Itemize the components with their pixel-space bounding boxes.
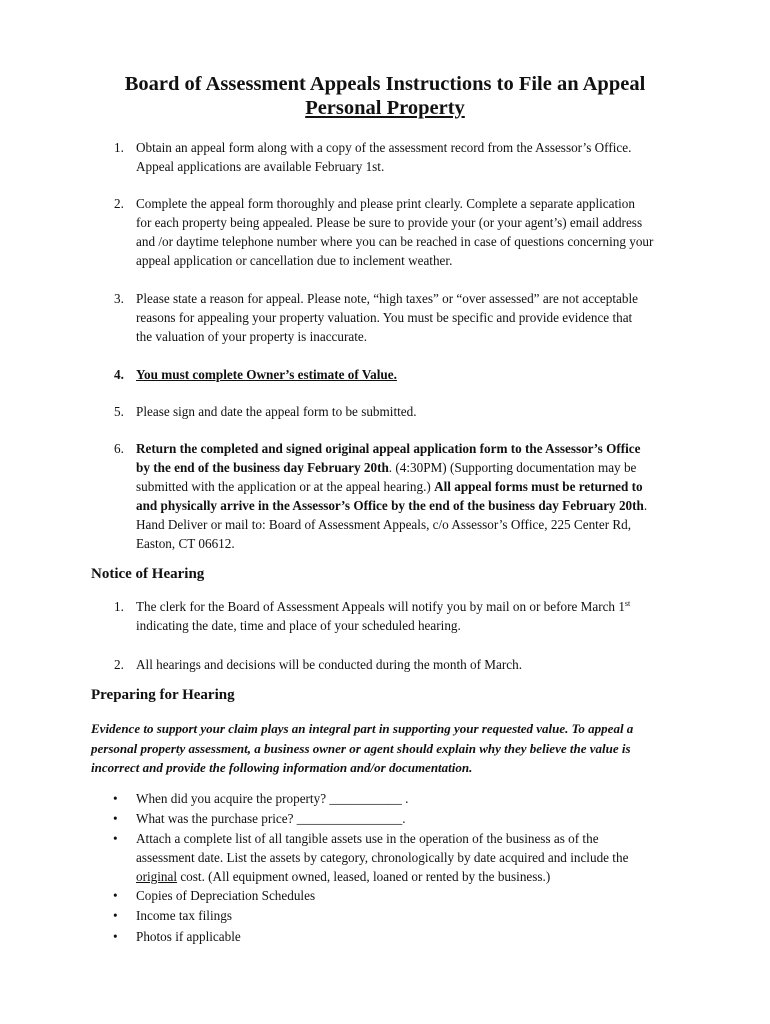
list-item-text-rest: cost. (All equipment owned, leased, loaned or rented by the business.) [177,869,551,884]
notice-line: indicating the date, time and place of your scheduled hearing. [136,618,461,633]
step-line: and /or daytime telephone number where you can be reached in case of questions concerning your [136,234,654,249]
evidence-paragraph [91,719,691,778]
evidence-line: incorrect and provide the following information and/or documentation. [91,760,473,775]
list-item-text: assessment date. List the assets by category, chronologically by date acquired and include the [136,850,629,865]
step-text [136,439,696,553]
return-requirement: All appeal forms must be returned to [434,479,643,494]
step-line: reasons for appealing your property valuation. You must be specific and provide evidence that [136,310,633,325]
step-text [136,138,696,176]
notice-heading: Notice of Hearing [91,566,205,582]
step-line-rest: . (4:30PM) (Supporting documentation may be [388,460,637,475]
step-number: 3. [114,291,124,306]
step-line: for each property being appealed. Please be sure to provide your (or your agent’s) email address [136,215,643,230]
step-number: 2. [114,196,124,211]
document-title: Board of Assessment Appeals Instructions to File an Appeal [124,73,646,95]
document-subtitle: Personal Property [305,97,465,119]
step-number: 5. [114,404,124,419]
step-line-rest: . [643,498,648,513]
preparing-heading: Preparing for Hearing [91,687,235,703]
bullet-icon: • [113,908,118,923]
deadline-text: by the end of the business day February 20th [136,460,389,475]
notice-line [136,597,696,616]
list-item-text: Copies of Depreciation Schedules [136,888,316,903]
list-item-text: What was the purchase price? ________________. [136,811,406,826]
list-item-text: Attach a complete list of all tangible assets use in the operation of the business as of the [136,831,599,846]
step-text [136,365,696,384]
step-line: the valuation of your property is inaccurate. [136,329,368,344]
notice-text [136,655,696,674]
return-requirement: and physically arrive in the Assessor’s Office by the end of the business day February 20th [136,498,644,513]
step-line: Please state a reason for appeal. Please note, “high taxes” or “over assessed” are not acceptable [136,291,638,306]
step-line: Return the completed and signed original appeal application form to the Assessor’s Office [136,441,641,456]
evidence-line: Evidence to support your claim plays an integral part in supporting your requested value. To appeal a [91,721,634,736]
bullet-icon: • [113,811,118,826]
bullet-icon: • [113,929,118,944]
step-line [136,458,696,477]
list-item-text [136,867,550,887]
step-text [136,289,696,346]
notice-number: 2. [114,657,124,672]
step-line [136,477,696,496]
bullet-icon: • [113,888,118,903]
list-item-text: Photos if applicable [136,929,241,944]
step-line [136,496,696,515]
list-item-text: When did you acquire the property? ___________ . [136,791,409,806]
evidence-line: personal property assessment, a business owner or agent should explain why they believe the value is [91,740,631,756]
ordinal-suffix: st [624,599,631,608]
step-line: Obtain an appeal form along with a copy of the assessment record from the Assessor’s Office. [136,140,632,155]
notice-line-text: The clerk for the Board of Assessment Appeals will notify you by mail on or before March 1 [136,599,625,614]
owners-estimate-requirement: You must complete Owner’s estimate of Value. [136,367,397,382]
original-cost-emphasis: original [136,869,178,884]
step-line-rest: submitted with the application or at the appeal hearing.) [136,479,435,494]
step-line: appeal application or cancellation due to inclement weather. [136,253,453,268]
list-item-text: Income tax filings [136,908,232,923]
bullet-icon: • [113,831,118,846]
step-line: Appeal applications are available February 1st. [136,159,385,174]
notice-line: All hearings and decisions will be conducted during the month of March. [136,657,523,672]
step-number: 4. [114,367,124,382]
step-number: 1. [114,140,124,155]
step-number: 6. [114,441,124,456]
step-text [136,402,696,421]
mailing-address: Hand Deliver or mail to: Board of Assessment Appeals, c/o Assessor’s Office, 225 Center Rd, [136,517,632,532]
step-line: Complete the appeal form thoroughly and please print clearly. Complete a separate application [136,196,635,211]
bullet-icon: • [113,791,118,806]
step-text [136,194,696,270]
step-line: Please sign and date the appeal form to be submitted. [136,404,417,419]
notice-number: 1. [114,599,124,614]
notice-text [136,597,696,635]
mailing-address: Easton, CT 06612. [136,536,235,551]
